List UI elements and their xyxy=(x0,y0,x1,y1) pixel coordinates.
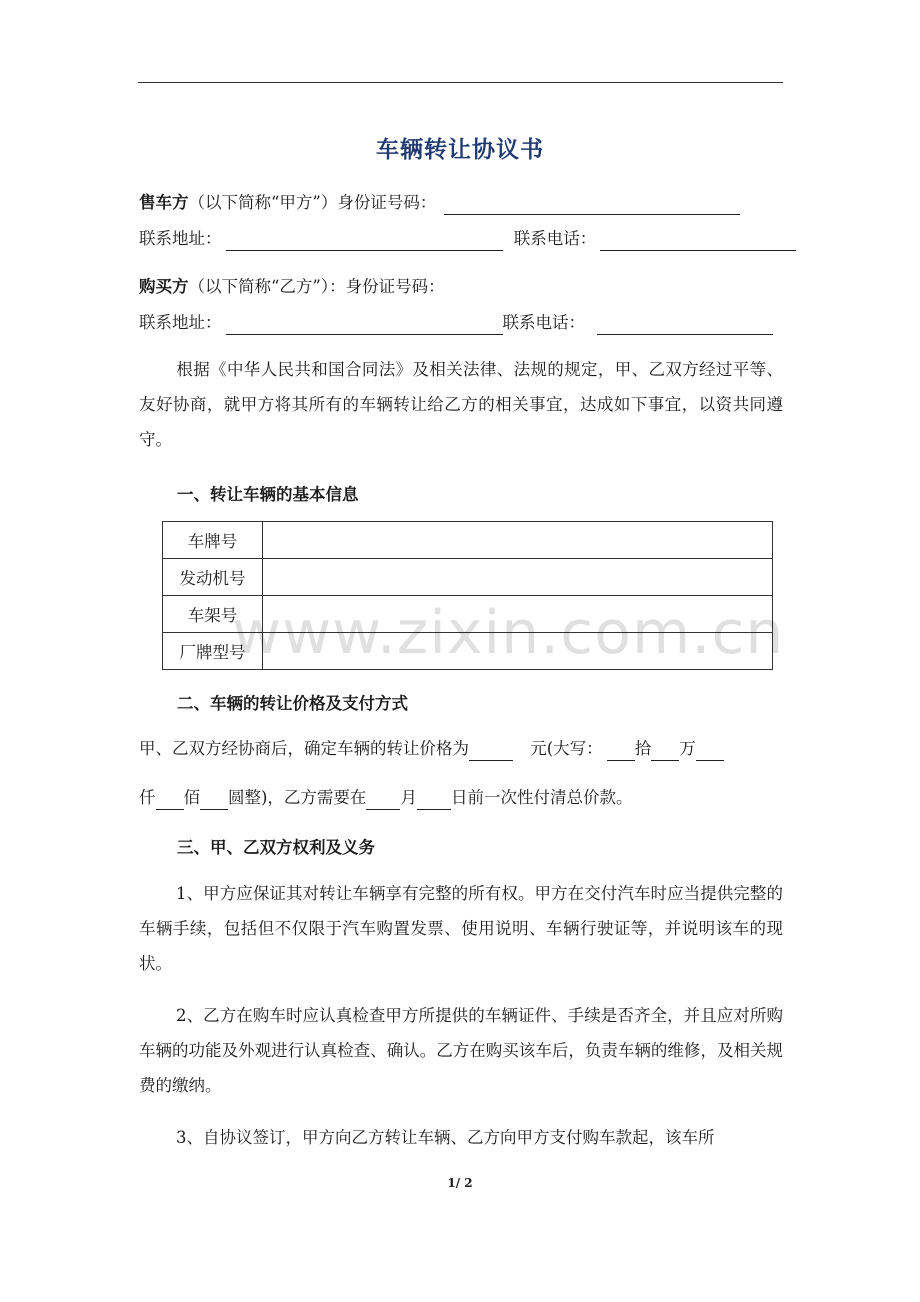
blank-tail[interactable] xyxy=(696,740,724,761)
row-label-frame: 车架号 xyxy=(163,596,263,633)
document-title: 车辆转让协议书 xyxy=(376,136,544,163)
price-text-b: 元(大写： xyxy=(530,739,603,758)
price-line-1 xyxy=(139,737,724,761)
table-row xyxy=(163,559,773,596)
price-text-yuan: 圆整)，乙方需要在 xyxy=(228,788,367,807)
intro-text: 根据《中华人民共和国合同法》及相关法律、法规的规定，甲、乙双方经过平等、友好协商，就甲方将其所有的车辆转让给乙方的相关事宜，达成如下事宜，以资共同遵守。 xyxy=(139,360,783,449)
buyer-role: 购买方 xyxy=(139,277,189,296)
seller-phone-label: 联系电话： xyxy=(513,229,597,248)
buyer-contact-line xyxy=(139,311,773,335)
seller-phone-blank[interactable] xyxy=(600,230,796,251)
buyer-phone-blank[interactable] xyxy=(597,314,773,335)
price-text-d: 万 xyxy=(679,739,696,758)
price-text-bai: 佰 xyxy=(183,788,200,807)
buyer-address-label: 联系地址： xyxy=(139,313,222,332)
price-text-qian: 仟 xyxy=(139,788,156,807)
price-text-c: 拾 xyxy=(634,739,652,758)
seller-role: 售车方 xyxy=(139,193,189,212)
price-text-month: 月 xyxy=(400,788,417,807)
seller-address-label: 联系地址： xyxy=(139,229,222,248)
section-2-heading: 二、车辆的转让价格及支付方式 xyxy=(177,694,408,713)
buyer-phone-label: 联系电话： xyxy=(502,313,585,332)
seller-address-blank[interactable] xyxy=(226,230,503,251)
clause-3 xyxy=(139,1120,783,1155)
clause-2 xyxy=(139,998,783,1103)
clause-3-text: 3、自协议签订，甲方向乙方转让车辆、乙方向甲方支付购车款起，该车所 xyxy=(176,1128,715,1147)
clause-2-text: 2、乙方在购车时应认真检查甲方所提供的车辆证件、手续是否齐全，并且应对所购车辆的功能及外观进行认真检查、确认。乙方在购买该车后，负责车辆的维修，及相关规费的缴纳。 xyxy=(139,1006,783,1095)
row-label-plate: 车牌号 xyxy=(163,522,263,559)
watermark: www.zixin.com.cn xyxy=(232,598,785,668)
price-line-2 xyxy=(139,786,632,810)
price-text-day: 日前一次性付清总价款。 xyxy=(450,788,633,807)
row-value-engine[interactable] xyxy=(263,559,773,596)
seller-line xyxy=(139,191,740,215)
section-1-heading: 一、转让车辆的基本信息 xyxy=(177,485,359,504)
row-label-engine: 发动机号 xyxy=(163,559,263,596)
clause-1-text: 1、甲方应保证其对转让车辆享有完整的所有权。甲方在交付汽车时应当提供完整的车辆手续，包括但不仅限于汽车购置发票、使用说明、车辆行驶证等，并说明该车的现状。 xyxy=(139,884,783,973)
page-number: 1/ 2 xyxy=(447,1176,473,1190)
table-row xyxy=(163,522,773,559)
row-value-plate[interactable] xyxy=(263,522,773,559)
blank-bai[interactable] xyxy=(200,789,228,810)
blank-qian[interactable] xyxy=(156,789,184,810)
buyer-line xyxy=(139,275,445,299)
buyer-desc: （以下简称“乙方”）：身份证号码： xyxy=(188,277,445,296)
price-amount-blank[interactable] xyxy=(469,740,513,761)
blank-wan[interactable] xyxy=(651,740,679,761)
clause-1 xyxy=(139,876,783,981)
blank-shi[interactable] xyxy=(607,740,635,761)
seller-desc: （以下简称“甲方”）身份证号码： xyxy=(188,193,437,212)
header-rule xyxy=(138,82,783,83)
row-label-model: 厂牌型号 xyxy=(163,633,263,670)
price-text-a: 甲、乙双方经协商后，确定车辆的转让价格为 xyxy=(139,739,469,758)
blank-day[interactable] xyxy=(417,789,451,810)
blank-month[interactable] xyxy=(366,789,400,810)
buyer-address-blank[interactable] xyxy=(226,314,503,335)
seller-contact-line xyxy=(139,227,796,251)
seller-id-blank[interactable] xyxy=(444,194,740,215)
intro-paragraph xyxy=(139,352,783,457)
section-3-heading: 三、甲、乙双方权利及义务 xyxy=(177,838,375,857)
